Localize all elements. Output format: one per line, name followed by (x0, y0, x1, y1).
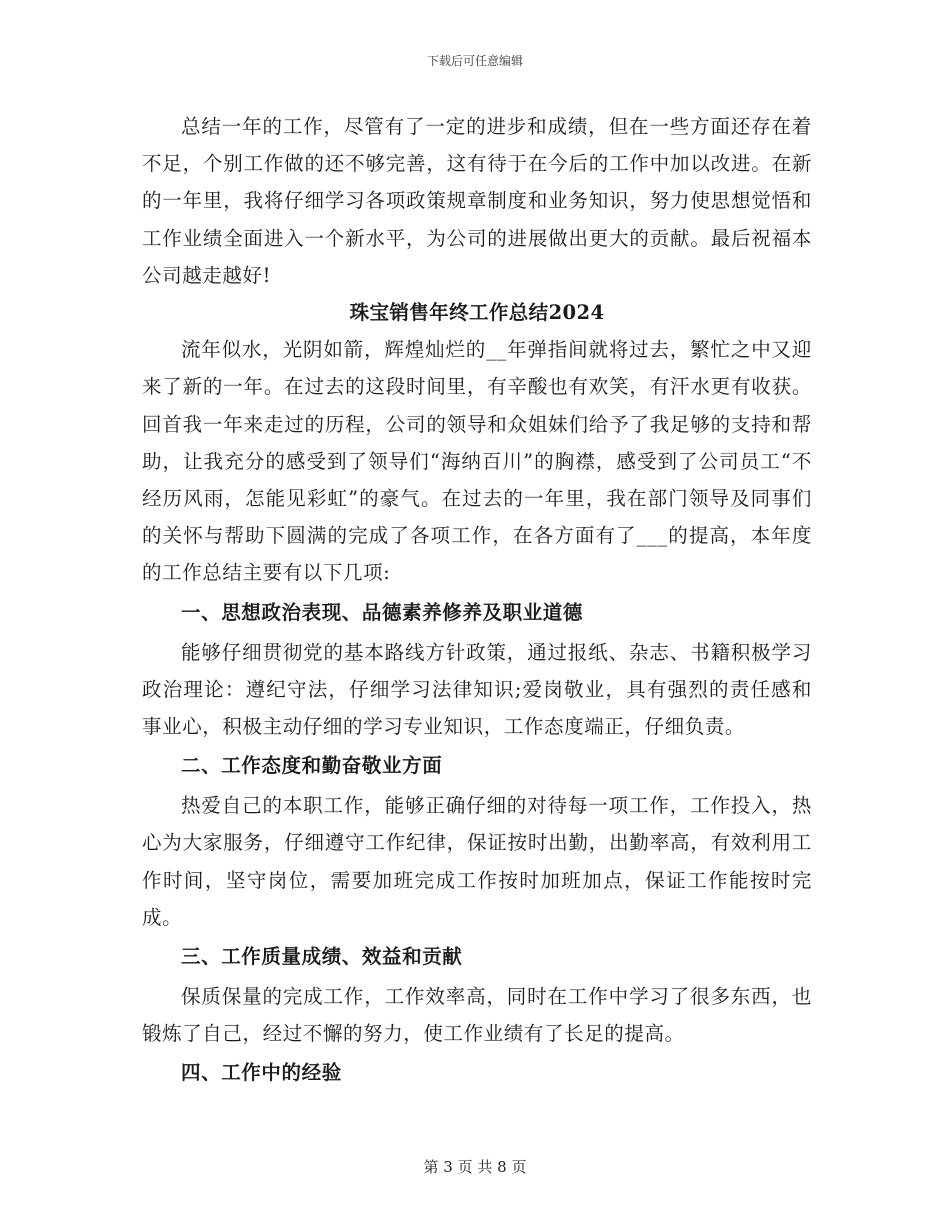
page-number: 第 3 页 共 8 页 (423, 1158, 527, 1176)
page-header: 下载后可任意编辑 (426, 54, 523, 68)
heading-work-experience: 四、工作中的经验 (181, 1061, 342, 1085)
paragraph-conclusion: 总结一年的工作，尽管有了一定的进步和成绩，但在一些方面还存在着不足，个别工作做的还不够完善，这有待于在今后的工作中加以改进。在新的一年里，我将仔细学习各项政策规章制度和业务知识，努力使思想觉悟和工作业绩全面进入一个新水平，为公司的进展做出更大的贡献。最后祝福本公司越走越好! (142, 115, 812, 287)
paragraph-work-quality: 保质保量的完成工作，工作效率高，同时在工作中学习了很多东西，也锻炼了自己，经过不懈的努力，使工作业绩有了长足的提高。 (142, 985, 812, 1046)
heading-political-performance: 一、思想政治表现、品德素养修养及职业道德 (181, 600, 584, 624)
paragraph-intro: 流年似水，光阴如箭，辉煌灿烂的__年弹指间就将过去，繁忙之中又迎来了新的一年。在过去的这段时间里，有辛酸也有欢笑，有汗水更有收获。回首我一年来走过的历程，公司的领导和众姐妹们给予了我足够的支持和帮助，让我充分的感受到了领导们“海纳百川”的胸襟，感受到了公司员工“不经历风雨，怎能见彩虹”的豪气。在过去的一年里，我在部门领导及同事们的关怀与帮助下圆满的完成了各项工作，在各方面有了___的提高，本年度的工作总结主要有以下几项: (142, 338, 812, 585)
section-title: 珠宝销售年终工作总结2024 (349, 301, 605, 325)
paragraph-political-performance: 能够仔细贯彻党的基本路线方针政策，通过报纸、杂志、书籍积极学习政治理论：遵纪守法，仔细学习法律知识;爱岗敬业，具有强烈的责任感和事业心，积极主动仔细的学习专业知识，工作态度端正，仔细负责。 (142, 640, 812, 739)
heading-work-attitude: 二、工作态度和勤奋敬业方面 (181, 754, 443, 778)
heading-work-quality: 三、工作质量成绩、效益和贡献 (181, 945, 463, 969)
document-body (142, 108, 812, 1094)
paragraph-work-attitude: 热爱自己的本职工作，能够正确仔细的对待每一项工作，工作投入，热心为大家服务，仔细遵守工作纪律，保证按时出勤，出勤率高，有效利用工作时间，坚守岗位，需要加班完成工作按时加班加点，保证工作能按时完成。 (142, 794, 812, 929)
